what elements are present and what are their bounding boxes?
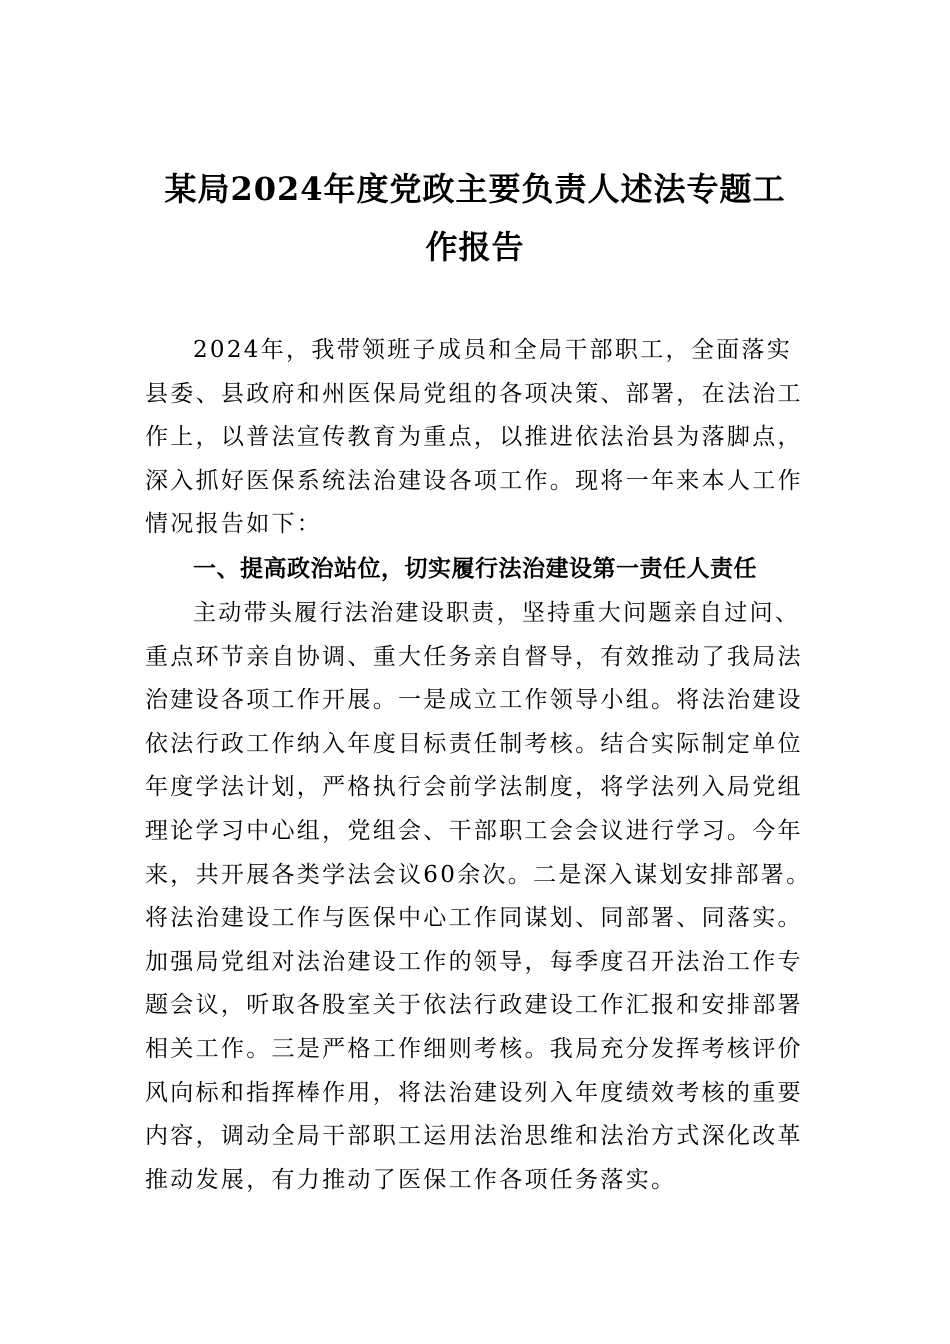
section-line: 风向标和指挥棒作用，将法治建设列入年度绩效考核的重要 <box>145 1079 803 1106</box>
intro-line: 深入抓好医保系统法治建设各项工作。现将一年来本人工作 <box>145 467 803 494</box>
section-line: 理论学习中心组，党组会、干部职工会会议进行学习。今年 <box>145 817 803 844</box>
section-line: 加强局党组对法治建设工作的领导，每季度召开法治工作专 <box>145 948 803 975</box>
intro-line: 情况报告如下： <box>145 511 323 538</box>
section-line: 推动发展，有力推动了医保工作各项任务落实。 <box>145 1166 677 1193</box>
section-line: 相关工作。三是严格工作细则考核。我局充分发挥考核评价 <box>145 1035 803 1062</box>
section-line: 内容，调动全局干部职工运用法治思维和法治方式深化改革 <box>145 1123 803 1150</box>
intro-paragraph <box>145 329 810 547</box>
section-line: 依法行政工作纳入年度目标责任制考核。结合实际制定单位 <box>145 730 803 757</box>
intro-line: 2024年，我带领班子成员和全局干部职工，全面落实 <box>193 337 793 363</box>
document-title <box>145 160 805 276</box>
section-line: 来，共开展各类学法会议60余次。二是深入谋划安排部署。 <box>145 861 812 888</box>
section-line: 将法治建设工作与医保中心工作同谋划、同部署、同落实。 <box>145 905 803 932</box>
section-1-paragraph <box>145 592 810 1202</box>
intro-line: 作上，以普法宣传教育为重点，以推进依法治县为落脚点， <box>145 424 803 451</box>
intro-line: 县委、县政府和州医保局党组的各项决策、部署，在法治工 <box>145 380 803 407</box>
section-line: 治建设各项工作开展。一是成立工作领导小组。将法治建设 <box>145 687 803 714</box>
title-line-2: 作报告 <box>425 228 525 266</box>
section-line: 重点环节亲自协调、重大任务亲自督导，有效推动了我局法 <box>145 643 803 670</box>
section-line: 题会议，听取各股室关于依法行政建设工作汇报和安排部署 <box>145 992 803 1019</box>
section-line: 年度学法计划，严格执行会前学法制度，将学法列入局党组 <box>145 774 803 801</box>
title-line-1: 某局2024年度党政主要负责人述法专题工 <box>164 170 786 208</box>
section-1-heading: 一、提高政治站位，切实履行法治建设第一责任人责任 <box>193 556 757 582</box>
section-line: 主动带头履行法治建设职责，坚持重大问题亲自过问、 <box>193 600 801 626</box>
